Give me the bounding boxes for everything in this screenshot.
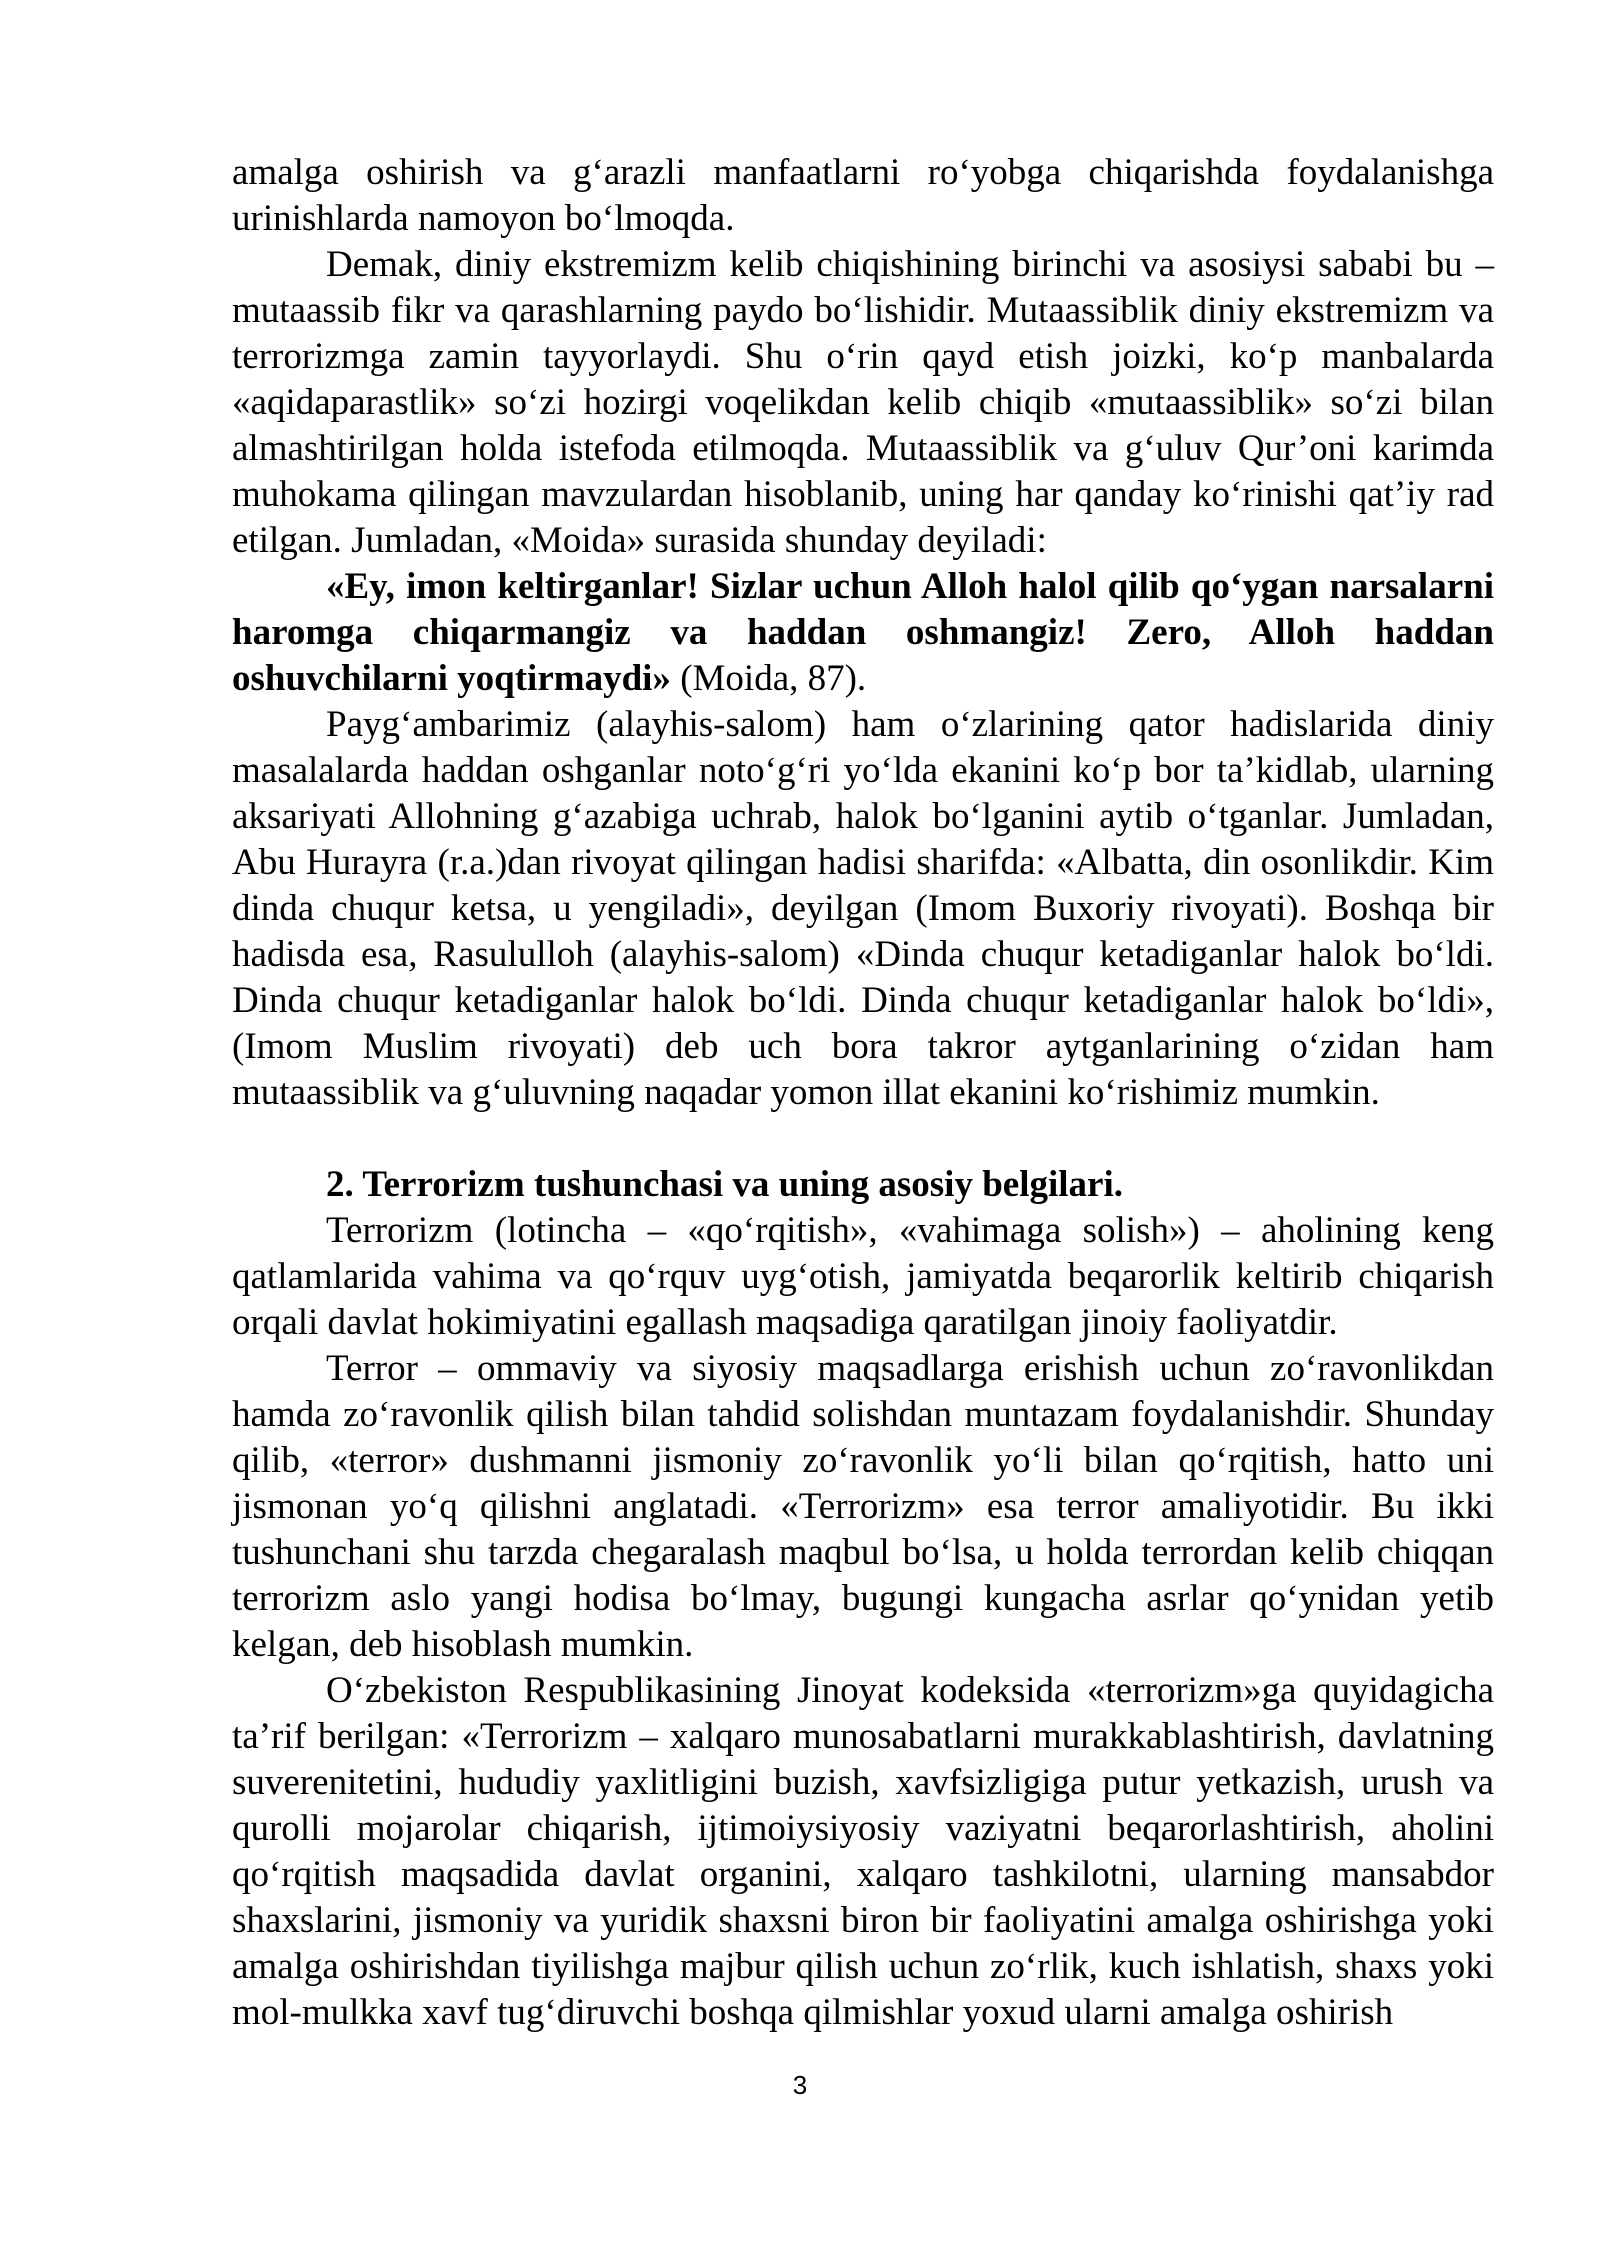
paragraph-terror-definition: Terror – ommaviy va siyosiy maqsadlarga erishish uchun zo‘ravonlikdan hamda zo‘ravonlik qilish bilan tahdid solishdan muntazam foydalanishdir. Shunday qilib, «terror» dushmanni jismoniy zo‘ravonlik yo‘li bilan qo‘rqitish, hatto uni jismonan yo‘q qilishni anglatadi. «Terrorizm» esa terror amaliyotidir. Bu ikki tushunchani shu tarzda chegaralash maqbul bo‘lsa, u holda terrordan kelib chiqqan terrorizm aslo yangi hodisa bo‘lmay, bugungi kungacha asrlar qo‘ynidan yetib kelgan, deb hisoblash mumkin. bbox=[232, 1348, 1494, 1665]
paragraph-terrorism-definition: Terrorizm (lotincha – «qo‘rqitish», «vahimaga solish») – aholining keng qatlamlarida vahima va qo‘rquv uyg‘otish, jamiyatda beqarorlik keltirib chiqarish orqali davlat hokimiyatini egallash maqsadiga qaratilgan jinoiy faoliyatdir. bbox=[232, 1210, 1494, 1343]
paragraph-criminal-code: O‘zbekiston Respublikasining Jinoyat kodeksida «terrorizm»ga quyidagicha ta’rif berilgan: «Terrorizm – xalqaro munosabatlarni murakkablashtirish, davlatning suverenitetini, hududiy yaxlitligini buzish, xavfsizligiga putur yetkazish, urush va qurolli mojarolar chiqarish, ijtimoiysiyosiy vaziyatni beqarorlashtirish, aholini qo‘rqitish maqsadida davlat organini, xalqaro tashkilotni, ularning mansabdor shaxslarini, jismoniy va yuridik shaxsni biron bir faoliyatini amalga oshirishga yoki amalga oshirishdan tiyilishga majbur qilish uchun zo‘rlik, kuch ishlatish, shaxs yoki mol-mulkka xavf tug‘diruvchi boshqa qilmishlar yoxud ularni amalga oshirish bbox=[232, 1670, 1494, 2033]
quote-reference: (Moida, 87). bbox=[670, 658, 867, 699]
page-body bbox=[232, 150, 1494, 2036]
section-spacer bbox=[232, 1116, 1494, 1162]
paragraph-continuation: amalga oshirish va g‘arazli manfaatlarni ro‘yobga chiqarishda foydalanishga urinishlarda namoyon bo‘lmoqda. bbox=[232, 152, 1494, 239]
paragraph-religious-extremism: Demak, diniy ekstremizm kelib chiqishining birinchi va asosiysi sababi bu – mutaassib fikr va qarashlarning paydo bo‘lishidir. Mutaassiblik diniy ekstremizm va terrorizmga zamin tayyorlaydi. Shu o‘rin qayd etish joizki, ko‘p manbalarda «aqidaparastlik» so‘zi hozirgi voqelikdan kelib chiqib «mutaassiblik» so‘zi bilan almashtirilgan holda istefoda etilmoqda. Mutaassiblik va g‘uluv Qur’oni karimda muhokama qilingan mavzulardan hisoblanib, uning har qanday ko‘rinishi qat’iy rad etilgan. Jumladan, «Moida» surasida shunday deyiladi: bbox=[232, 244, 1494, 561]
section-heading: 2. Terrorizm tushunchasi va uning asosiy belgilari. bbox=[326, 1164, 1123, 1205]
quote-text: «Ey, imon keltirganlar! Sizlar uchun Alloh halol qilib qo‘ygan narsalarni haromga chiqarmangiz va haddan oshmangiz! Zero, Alloh haddan oshuvchilarni yoqtirmaydi» bbox=[232, 566, 1494, 699]
quran-quote bbox=[232, 564, 1494, 702]
page-number: 3 bbox=[792, 2070, 808, 2100]
paragraph-hadith: Payg‘ambarimiz (alayhis-salom) ham o‘zlarining qator hadislarida diniy masalalarda haddan oshganlar noto‘g‘ri yo‘lda ekanini ko‘p bor ta’kidlab, ularning aksariyati Allohning g‘azabiga uchrab, halok bo‘lganini aytib o‘tganlar. Jumladan, Abu Hurayra (r.a.)dan rivoyat qilingan hadisi sharifda: «Albatta, din osonlikdir. Kim dinda chuqur ketsa, u yengiladi», deyilgan (Imom Buxoriy rivoyati). Boshqa bir hadisda esa, Rasululloh (alayhis-salom) «Dinda chuqur ketadiganlar halok bo‘ldi. Dinda chuqur ketadiganlar halok bo‘ldi. Dinda chuqur ketadiganlar halok bo‘ldi», (Imom Muslim rivoyati) deb uch bora takror aytganlarining o‘zidan ham mutaassiblik va g‘uluvning naqadar yomon illat ekanini ko‘rishimiz mumkin. bbox=[232, 704, 1494, 1113]
